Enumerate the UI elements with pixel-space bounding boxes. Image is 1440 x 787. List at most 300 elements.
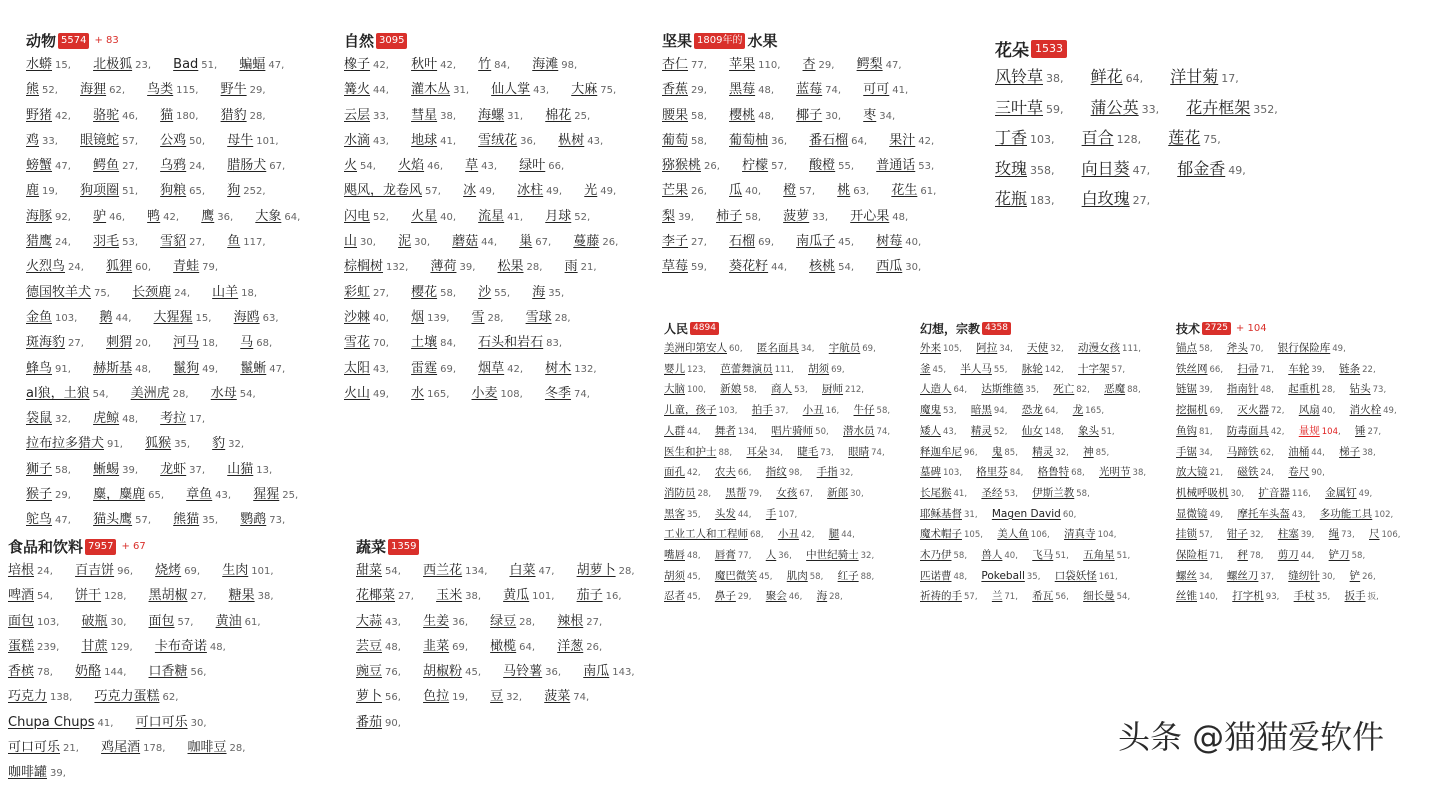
tag-item[interactable]: [976, 339, 1013, 360]
tag-label[interactable]: 鬣蜥: [240, 360, 267, 376]
tag-label[interactable]: 手锯: [1176, 445, 1197, 458]
tag-item[interactable]: [920, 380, 967, 401]
tag-label[interactable]: 百吉饼: [75, 563, 115, 578]
tag-item[interactable]: [478, 331, 562, 356]
tag-item[interactable]: [221, 78, 266, 103]
tag-label[interactable]: 蜂鸟: [26, 360, 53, 376]
tag-item[interactable]: [664, 380, 706, 401]
tag-item[interactable]: [809, 255, 854, 280]
tag-item[interactable]: [1345, 587, 1379, 608]
section-title[interactable]: 动物: [26, 32, 57, 50]
tag-label[interactable]: 唇膏: [714, 549, 736, 562]
tag-label[interactable]: 椰子: [796, 107, 823, 123]
tag-label[interactable]: 打字机: [1232, 590, 1264, 603]
tag-item[interactable]: [891, 179, 936, 204]
tag-item[interactable]: [1176, 360, 1223, 381]
tag-label[interactable]: 半人马: [960, 362, 992, 375]
tag-item[interactable]: [920, 463, 962, 484]
tag-item[interactable]: [1078, 339, 1141, 360]
tag-item[interactable]: [1288, 463, 1325, 484]
tag-item[interactable]: [423, 610, 468, 635]
tag-label[interactable]: 锤: [1355, 424, 1366, 437]
tag-label[interactable]: 鬣狗: [173, 360, 200, 376]
tag-item[interactable]: [992, 443, 1018, 464]
tag-label[interactable]: 释迦牟尼: [920, 445, 962, 458]
tag-label[interactable]: Bad: [173, 57, 199, 72]
tag-label[interactable]: 指南针: [1226, 383, 1259, 396]
tag-label[interactable]: 母牛: [227, 132, 254, 148]
tag-label[interactable]: 韭菜: [423, 638, 450, 654]
tag-label[interactable]: 大麻: [571, 82, 598, 98]
tag-item[interactable]: [227, 458, 272, 483]
tag-item[interactable]: [571, 78, 616, 103]
tag-item[interactable]: [876, 154, 934, 179]
tag-label[interactable]: 刺猬: [106, 335, 133, 351]
tag-item[interactable]: [1082, 155, 1151, 186]
tag-label[interactable]: 橡子: [344, 57, 371, 72]
tag-item[interactable]: [26, 179, 58, 204]
tag-item[interactable]: [93, 154, 138, 179]
tag-label[interactable]: 工业工人和工程师: [664, 528, 748, 541]
tag-label[interactable]: 猩猩: [253, 487, 280, 503]
tag-item[interactable]: [344, 205, 389, 230]
tag-item[interactable]: [876, 255, 921, 280]
tag-label[interactable]: 风铃草: [995, 67, 1044, 86]
tag-label[interactable]: 小麦: [471, 385, 498, 401]
tag-item[interactable]: [1299, 401, 1336, 422]
tag-item[interactable]: [80, 129, 138, 154]
tag-item[interactable]: [149, 660, 207, 685]
tag-item[interactable]: [136, 711, 207, 736]
tag-item[interactable]: [766, 546, 792, 567]
tag-label[interactable]: 柱塞: [1277, 528, 1299, 541]
tag-label[interactable]: 闪电: [344, 208, 371, 224]
tag-label[interactable]: 绿叶: [519, 158, 546, 174]
tag-label[interactable]: 人: [765, 549, 777, 562]
tag-item[interactable]: [662, 179, 707, 204]
tag-item[interactable]: [1032, 443, 1069, 464]
tag-item[interactable]: [664, 546, 701, 567]
tag-label[interactable]: 黑胡椒: [148, 588, 188, 604]
tag-item[interactable]: [75, 660, 126, 685]
tag-label[interactable]: 灌木丛: [411, 82, 451, 98]
tag-label[interactable]: 开心果: [850, 208, 890, 224]
tag-label[interactable]: 狐狸: [106, 259, 133, 275]
tag-item[interactable]: [8, 660, 53, 685]
tag-label[interactable]: 丝锥: [1176, 590, 1197, 603]
tag-item[interactable]: [715, 505, 752, 526]
tag-item[interactable]: [752, 401, 789, 422]
tag-item[interactable]: [160, 154, 205, 179]
tag-label[interactable]: 儿童，孩子: [664, 404, 717, 417]
tag-label[interactable]: 饼干: [75, 588, 102, 604]
tag-item[interactable]: [766, 587, 803, 608]
tag-label[interactable]: 色拉: [423, 689, 450, 705]
tag-label[interactable]: 莲花: [1168, 128, 1201, 148]
tag-label[interactable]: 女孩: [776, 486, 798, 499]
tag-label[interactable]: 沙: [478, 284, 492, 300]
tag-label[interactable]: 飞马: [1032, 549, 1054, 562]
tag-label[interactable]: 香槟: [8, 664, 35, 680]
tag-item[interactable]: [729, 230, 774, 255]
tag-label[interactable]: 唱片骑师: [771, 424, 814, 437]
section-title-suffix[interactable]: 水果: [747, 32, 778, 50]
tag-label[interactable]: 菠萝: [783, 208, 810, 224]
tag-label[interactable]: 茄子: [576, 588, 603, 604]
tag-item[interactable]: [411, 129, 456, 154]
tag-label[interactable]: 鹰: [201, 208, 215, 224]
tag-item[interactable]: [1170, 63, 1239, 94]
tag-item[interactable]: [1176, 525, 1213, 546]
tag-item[interactable]: [848, 443, 885, 464]
tag-item[interactable]: [715, 422, 757, 443]
tag-label[interactable]: 黑莓: [729, 82, 756, 98]
tag-item[interactable]: [1176, 567, 1213, 588]
tag-item[interactable]: [817, 587, 843, 608]
tag-label[interactable]: 月球: [545, 208, 572, 224]
tag-item[interactable]: [75, 559, 133, 584]
tag-label[interactable]: 烟: [411, 309, 425, 325]
tag-item[interactable]: [664, 484, 711, 505]
tag-label[interactable]: 飓风，龙卷风: [344, 183, 423, 199]
tag-label[interactable]: 玫瑰: [995, 158, 1028, 178]
tag-item[interactable]: [93, 407, 138, 432]
tag-label[interactable]: 冰: [463, 183, 477, 199]
tag-label[interactable]: 耳朵: [746, 445, 768, 458]
tag-item[interactable]: [478, 129, 536, 154]
tag-label[interactable]: 河马: [173, 335, 200, 351]
tag-label[interactable]: 可可: [863, 82, 890, 98]
tag-label[interactable]: 骆驼: [93, 107, 120, 123]
tag-label[interactable]: 胡萝卜: [576, 563, 616, 578]
tag-label[interactable]: 斑海豹: [26, 335, 66, 351]
tag-item[interactable]: [584, 179, 616, 204]
tag-item[interactable]: [344, 357, 389, 382]
tag-item[interactable]: [1299, 422, 1341, 443]
tag-label[interactable]: 胡须: [664, 569, 685, 582]
tag-item[interactable]: [344, 382, 389, 407]
tag-item[interactable]: [1099, 463, 1146, 484]
tag-item[interactable]: [26, 281, 110, 306]
tag-label[interactable]: 蔓藤: [573, 234, 600, 250]
tag-label[interactable]: 指纹: [765, 466, 787, 479]
tag-label[interactable]: 芭蕾舞演员: [720, 362, 773, 375]
tag-item[interactable]: [995, 155, 1055, 186]
tag-item[interactable]: [240, 331, 272, 356]
tag-item[interactable]: [1091, 94, 1160, 125]
tag-item[interactable]: [662, 129, 707, 154]
tag-item[interactable]: [503, 584, 554, 609]
tag-label[interactable]: 鸟类: [147, 82, 174, 98]
tag-label[interactable]: 赫斯基: [93, 360, 133, 376]
tag-label[interactable]: 祈祷的手: [920, 590, 962, 603]
tag-item[interactable]: [26, 508, 71, 533]
tag-item[interactable]: [664, 463, 701, 484]
tag-label[interactable]: 三叶草: [995, 97, 1044, 117]
tag-label[interactable]: 李子: [662, 234, 689, 250]
tag-label[interactable]: 光: [584, 183, 598, 199]
tag-item[interactable]: [1022, 422, 1064, 443]
tag-item[interactable]: [1055, 567, 1118, 588]
tag-label[interactable]: 水母: [210, 385, 237, 401]
tag-item[interactable]: [160, 407, 205, 432]
tag-label[interactable]: 圣经: [981, 486, 1003, 499]
tag-item[interactable]: [1078, 360, 1125, 381]
tag-item[interactable]: [796, 230, 854, 255]
tag-item[interactable]: [776, 484, 813, 505]
tag-item[interactable]: [803, 401, 840, 422]
tag-item[interactable]: [160, 104, 198, 129]
tag-label[interactable]: 香蕉: [662, 82, 689, 98]
tag-item[interactable]: [662, 255, 707, 280]
tag-item[interactable]: [729, 53, 780, 78]
tag-item[interactable]: [149, 584, 207, 609]
tag-label[interactable]: 秤: [1237, 549, 1248, 562]
tag-item[interactable]: [664, 401, 737, 422]
tag-label[interactable]: 海豚: [26, 208, 53, 224]
tag-item[interactable]: [519, 154, 564, 179]
tag-label[interactable]: 恶魔: [1104, 383, 1126, 396]
tag-item[interactable]: [519, 230, 551, 255]
tag-label[interactable]: 羽毛: [93, 234, 120, 250]
tag-label[interactable]: 宇航员: [828, 342, 861, 354]
tag-item[interactable]: [1227, 443, 1274, 464]
tag-label[interactable]: 可口可乐: [8, 740, 61, 756]
tag-label[interactable]: 柿子: [716, 208, 743, 224]
tag-label[interactable]: 扩音器: [1258, 486, 1290, 499]
tag-item[interactable]: [662, 205, 694, 230]
tag-item[interactable]: [26, 230, 71, 255]
tag-item[interactable]: [155, 635, 226, 660]
tag-item[interactable]: [664, 422, 701, 443]
tag-item[interactable]: [771, 380, 808, 401]
tag-label[interactable]: 彩虹: [344, 284, 371, 300]
tag-label[interactable]: 动漫女孩: [1078, 342, 1121, 354]
tag-item[interactable]: [797, 443, 834, 464]
tag-label[interactable]: 树木: [545, 360, 572, 376]
tag-label[interactable]: 矮人: [920, 424, 941, 437]
tag-label[interactable]: 梯子: [1339, 445, 1361, 458]
tag-item[interactable]: [1176, 505, 1223, 526]
tag-item[interactable]: [147, 205, 179, 230]
tag-label[interactable]: 口袋妖怪: [1054, 569, 1097, 582]
tag-label[interactable]: 魔鬼: [920, 404, 941, 417]
tag-item[interactable]: [1288, 567, 1335, 588]
tag-item[interactable]: [173, 508, 218, 533]
tag-item[interactable]: [423, 660, 481, 685]
tag-item[interactable]: [664, 505, 701, 526]
tag-label[interactable]: 奶酪: [75, 664, 102, 680]
tag-item[interactable]: [93, 104, 138, 129]
tag-label[interactable]: 腊肠犬: [227, 158, 267, 174]
tag-item[interactable]: [829, 339, 876, 360]
tag-item[interactable]: [80, 179, 138, 204]
tag-label[interactable]: 挖掘机: [1176, 404, 1208, 417]
tag-item[interactable]: [490, 685, 522, 710]
tag-label[interactable]: 熊猫: [173, 512, 200, 528]
tag-label[interactable]: 釜: [920, 362, 931, 375]
tag-label[interactable]: 火: [344, 158, 358, 174]
tag-label[interactable]: 雪: [471, 309, 485, 325]
tag-label[interactable]: 豆: [490, 689, 504, 705]
tag-item[interactable]: [93, 508, 151, 533]
tag-label[interactable]: 金鱼: [26, 309, 53, 325]
tag-label[interactable]: 石头和岩石: [478, 335, 544, 351]
tag-item[interactable]: [1176, 401, 1223, 422]
tag-item[interactable]: [920, 422, 957, 443]
tag-item[interactable]: [796, 78, 841, 103]
tag-label[interactable]: 黑客: [664, 507, 685, 520]
tag-item[interactable]: [490, 610, 535, 635]
tag-label[interactable]: 袋鼠: [26, 411, 53, 427]
tag-label[interactable]: 大象: [255, 208, 282, 224]
tag-label[interactable]: 手指: [816, 466, 838, 479]
tag-item[interactable]: [1288, 360, 1325, 381]
tag-label[interactable]: 金属钉: [1325, 486, 1357, 499]
tag-label[interactable]: 海滩: [532, 57, 559, 72]
tag-label[interactable]: 蜥蜴: [93, 461, 120, 477]
tag-item[interactable]: [889, 129, 934, 154]
tag-item[interactable]: [26, 53, 71, 78]
tag-item[interactable]: [532, 281, 564, 306]
tag-label[interactable]: 肌肉: [786, 569, 808, 582]
tag-item[interactable]: [1082, 185, 1151, 216]
tag-label[interactable]: 中世纪骑士: [806, 549, 859, 562]
tag-label[interactable]: 白菜: [509, 563, 536, 578]
tag-item[interactable]: [344, 179, 441, 204]
tag-label[interactable]: 玉米: [436, 588, 463, 604]
tag-item[interactable]: [234, 306, 279, 331]
tag-item[interactable]: [344, 281, 389, 306]
tag-item[interactable]: [664, 339, 743, 360]
tag-label[interactable]: 苹果: [729, 57, 756, 72]
tag-label[interactable]: 郁金香: [1177, 158, 1226, 178]
tag-label[interactable]: 黄油: [215, 613, 242, 629]
tag-label[interactable]: 巧克力: [8, 689, 48, 705]
tag-label[interactable]: 破瓶: [81, 613, 108, 629]
tag-item[interactable]: [725, 484, 762, 505]
tag-item[interactable]: [557, 635, 602, 660]
tag-label[interactable]: 细长曼: [1083, 590, 1115, 603]
tag-label[interactable]: 薄荷: [430, 259, 457, 275]
tag-label[interactable]: 达斯维德: [981, 383, 1024, 396]
tag-item[interactable]: [423, 685, 468, 710]
tag-item[interactable]: [1237, 463, 1274, 484]
tag-item[interactable]: [1032, 546, 1069, 567]
tag-item[interactable]: [510, 559, 555, 584]
tag-label[interactable]: 橙: [783, 183, 797, 199]
tag-label[interactable]: 起重机: [1288, 383, 1320, 396]
tag-label[interactable]: 芒果: [662, 183, 689, 199]
tag-label[interactable]: 花椰菜: [356, 588, 396, 604]
tag-label[interactable]: 木乃伊: [920, 549, 952, 562]
tag-label[interactable]: 红子: [837, 569, 859, 582]
tag-label[interactable]: 秋叶: [411, 57, 438, 72]
tag-item[interactable]: [960, 360, 1007, 381]
tag-label[interactable]: 山: [344, 234, 358, 250]
tag-item[interactable]: [131, 382, 189, 407]
tag-item[interactable]: [411, 104, 456, 129]
tag-item[interactable]: [99, 306, 131, 331]
tag-item[interactable]: [344, 53, 389, 78]
tag-item[interactable]: [766, 463, 803, 484]
tag-item[interactable]: [577, 584, 622, 609]
tag-label[interactable]: 小丑: [777, 528, 799, 541]
tag-item[interactable]: [995, 63, 1064, 94]
tag-item[interactable]: [854, 401, 891, 422]
tag-label[interactable]: 猎豹: [220, 107, 247, 123]
tag-label[interactable]: 葡萄: [662, 132, 689, 148]
tag-item[interactable]: [472, 382, 523, 407]
tag-item[interactable]: [995, 185, 1055, 216]
tag-item[interactable]: [1369, 525, 1400, 546]
section-title[interactable]: 技术: [1176, 322, 1201, 336]
tag-label[interactable]: 火烈鸟: [26, 259, 66, 275]
tag-item[interactable]: [1022, 360, 1064, 381]
tag-item[interactable]: [26, 458, 71, 483]
tag-item[interactable]: [1227, 525, 1264, 546]
tag-label[interactable]: 雪貂: [160, 234, 187, 250]
tag-item[interactable]: [227, 230, 265, 255]
tag-label[interactable]: 新郎: [827, 486, 849, 499]
tag-item[interactable]: [1350, 567, 1376, 588]
tag-label[interactable]: 链锯: [1176, 383, 1197, 396]
tag-item[interactable]: [577, 559, 635, 584]
tag-item[interactable]: [757, 339, 815, 360]
tag-label[interactable]: 鸭: [147, 208, 161, 224]
tag-label[interactable]: 拍手: [751, 404, 773, 417]
tag-item[interactable]: [766, 505, 797, 526]
tag-item[interactable]: [1176, 443, 1213, 464]
tag-item[interactable]: [452, 230, 497, 255]
tag-label[interactable]: 车轮: [1288, 362, 1310, 375]
tag-item[interactable]: [227, 179, 265, 204]
tag-item[interactable]: [817, 463, 854, 484]
tag-label[interactable]: 神: [1083, 445, 1094, 458]
tag-label[interactable]: 小丑: [802, 404, 824, 417]
tag-label[interactable]: 水: [411, 385, 425, 401]
tag-label[interactable]: 仙女: [1021, 424, 1043, 437]
tag-item[interactable]: [1083, 546, 1130, 567]
tag-item[interactable]: [809, 129, 867, 154]
tag-label[interactable]: 麋，麋鹿: [93, 487, 146, 503]
tag-label[interactable]: 甜菜: [356, 563, 383, 578]
tag-label[interactable]: 杏仁: [662, 57, 689, 72]
tag-label[interactable]: 眼睛: [848, 445, 870, 458]
tag-item[interactable]: [1176, 339, 1213, 360]
tag-item[interactable]: [490, 635, 535, 660]
tag-item[interactable]: [491, 78, 549, 103]
tag-label[interactable]: 云层: [344, 107, 371, 123]
tag-item[interactable]: [430, 255, 475, 280]
tag-label[interactable]: 百合: [1081, 128, 1114, 148]
tag-item[interactable]: [101, 736, 165, 761]
tag-label[interactable]: 樱桃: [729, 107, 756, 123]
tag-label[interactable]: 蝙蝠: [239, 57, 266, 72]
tag-label[interactable]: 人造人: [920, 383, 952, 396]
tag-label[interactable]: 长颈鹿: [132, 284, 172, 300]
tag-item[interactable]: [1186, 94, 1278, 125]
tag-item[interactable]: [173, 53, 217, 78]
tag-label[interactable]: 竹: [478, 57, 492, 72]
tag-item[interactable]: [1078, 422, 1115, 443]
tag-item[interactable]: [80, 78, 125, 103]
tag-label[interactable]: 铲: [1349, 569, 1361, 582]
tag-item[interactable]: [545, 382, 590, 407]
tag-item[interactable]: [212, 281, 257, 306]
tag-item[interactable]: [545, 104, 590, 129]
tag-item[interactable]: [995, 124, 1055, 155]
